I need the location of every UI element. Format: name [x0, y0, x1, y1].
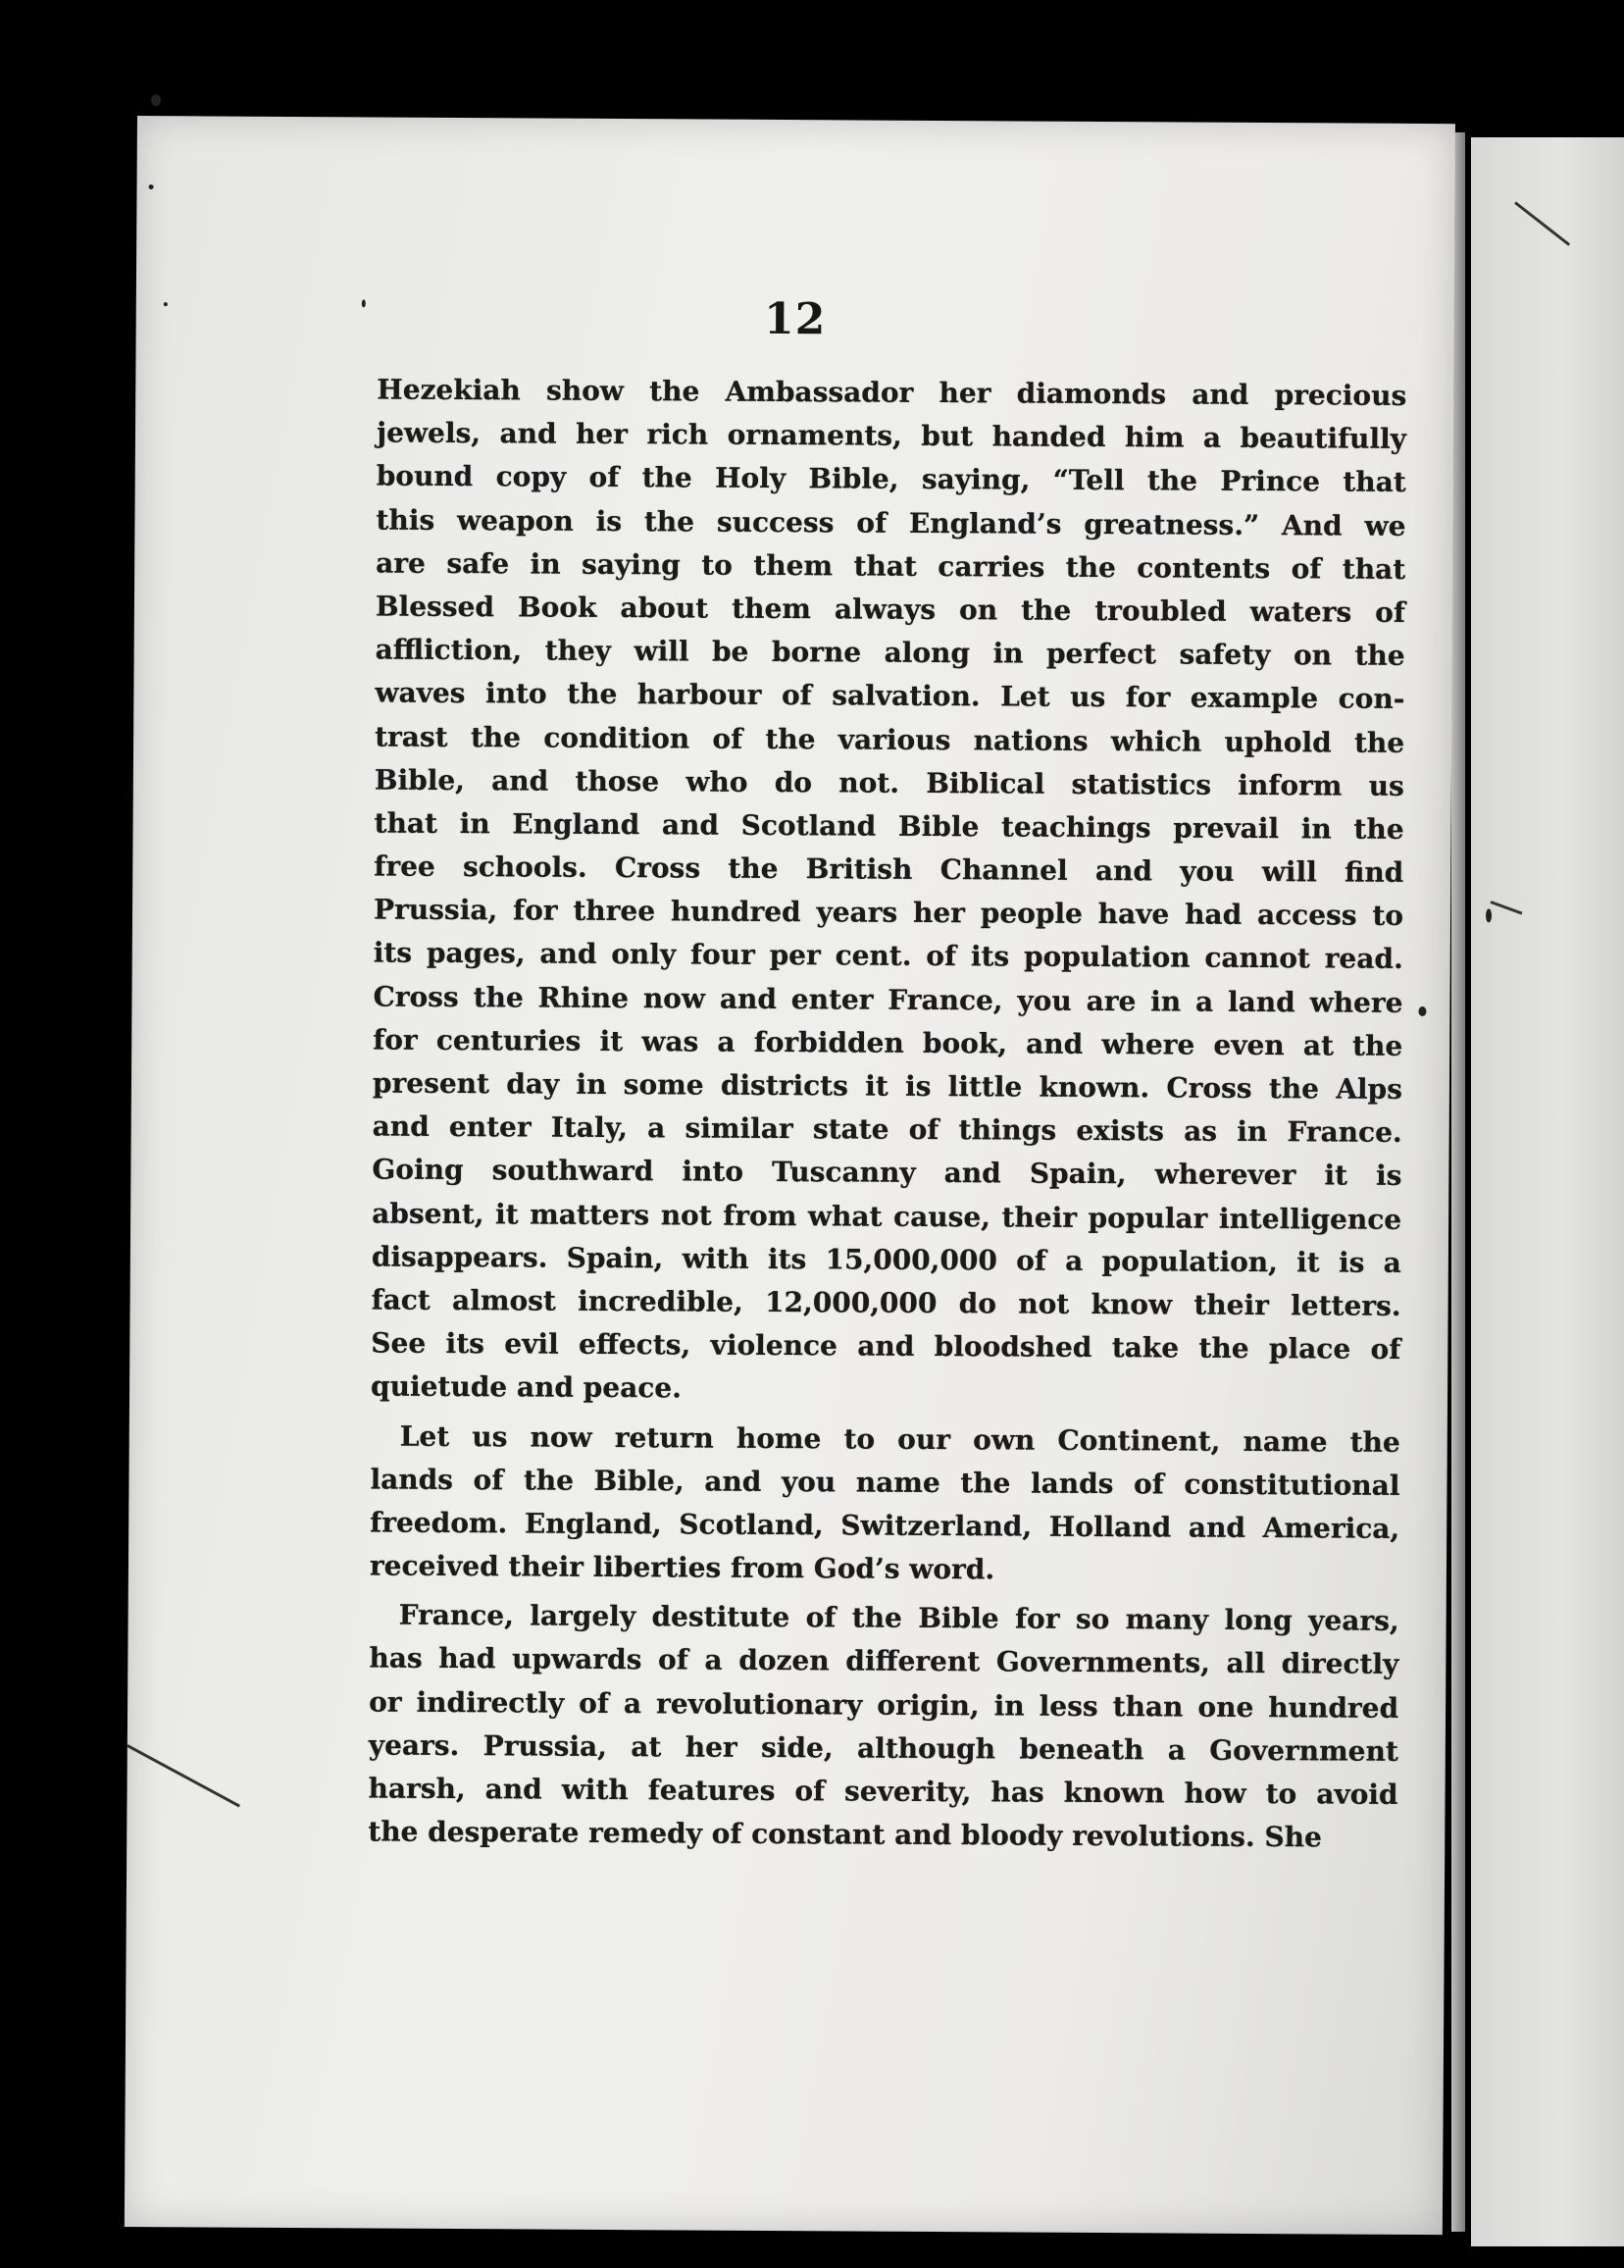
text-line: that in England and Scotland Bible teachings prevail in the: [374, 806, 1404, 846]
text-line: disappears. Spain, with its 15,000,000 of a population, it is a: [371, 1240, 1401, 1279]
text-line: trast the condition of the various nations which uphold the: [375, 719, 1405, 759]
text-line: Bible, and those who do not. Biblical statistics inform us: [374, 763, 1404, 802]
text-line: jewels, and her rich ornaments, but handed him a beautifully: [376, 416, 1407, 456]
text-line: and enter Italy, a similar state of things exists as in France.: [372, 1109, 1402, 1150]
text-line: received their liberties from God’s word.: [369, 1549, 995, 1586]
text-line: freedom. England, Scotland, Switzerland, Holland and America,: [370, 1506, 1400, 1545]
page-scratch: [127, 1744, 240, 1807]
ink-speck: [149, 184, 154, 189]
text-line: this weapon is the success of England’s greatness.” And we: [376, 503, 1406, 542]
text-line: Going southward into Tuscanny and Spain, wherever it is: [372, 1153, 1402, 1193]
text-line: Prussia, for three hundred years her people have had access to: [373, 893, 1404, 933]
text-line: bound copy of the Holy Bible, saying, “Tell the Prince that: [376, 459, 1406, 499]
text-line: or indirectly of a revolutionary origin, in less than one hundred: [369, 1685, 1399, 1725]
text-line: absent, it matters not from what cause, their popular intelligence: [372, 1197, 1402, 1236]
text-line: present day in some districts it is little known. Cross the Alps: [372, 1066, 1403, 1106]
text-line: for centuries it was a forbidden book, and where even at the: [373, 1023, 1403, 1062]
text-line: has had upwards of a dozen different Governments, all directly: [369, 1641, 1399, 1681]
ink-speck: [151, 94, 161, 106]
adjacent-page-edge: [1471, 137, 1624, 2246]
text-line: are safe in saying to them that carries the contents of that: [376, 546, 1406, 586]
text-line: Blessed Book about them always on the troubled waters of: [375, 590, 1406, 629]
text-line: See its evil effects, violence and bloodshed take the place of: [371, 1326, 1401, 1366]
body-text: [368, 368, 1406, 1860]
text-line: lands of the Bible, and you name the lands of constitutional: [370, 1463, 1400, 1502]
text-line: free schools. Cross the British Channel and you will find: [374, 850, 1404, 889]
ink-speck: [362, 299, 366, 307]
text-line: the desperate remedy of constant and bloody revolutions. She: [368, 1815, 1322, 1854]
text-line: Hezekiah show the Ambassador her diamonds and precious: [377, 373, 1407, 412]
document-page: [125, 116, 1455, 2235]
page-fold-shadow: [1451, 132, 1465, 2232]
text-line: quietude and peace.: [370, 1369, 682, 1405]
ink-speck: [164, 302, 168, 306]
page-number: 12: [763, 293, 827, 345]
text-line: fact almost incredible, 12,000,000 do not know their letters.: [371, 1283, 1401, 1322]
text-line: France, largely destitute of the Bible for so many long years,: [398, 1598, 1399, 1638]
text-line: years. Prussia, at her side, although beneath a Government: [368, 1728, 1398, 1768]
text-line: affliction, they will be borne along in perfect safety on the: [375, 633, 1405, 673]
text-line: its pages, and only four per cent. of its population cannot read.: [373, 936, 1403, 976]
text-line: harsh, and with features of severity, has known how to avoid: [368, 1772, 1398, 1811]
text-line: Cross the Rhine now and enter France, you are in a land where: [373, 980, 1403, 1019]
text-line: waves into the harbour of salvation. Let us for example con-: [375, 676, 1405, 716]
ink-speck: [1418, 1006, 1426, 1016]
text-line: Let us now return home to our own Continent, name the: [399, 1419, 1400, 1459]
